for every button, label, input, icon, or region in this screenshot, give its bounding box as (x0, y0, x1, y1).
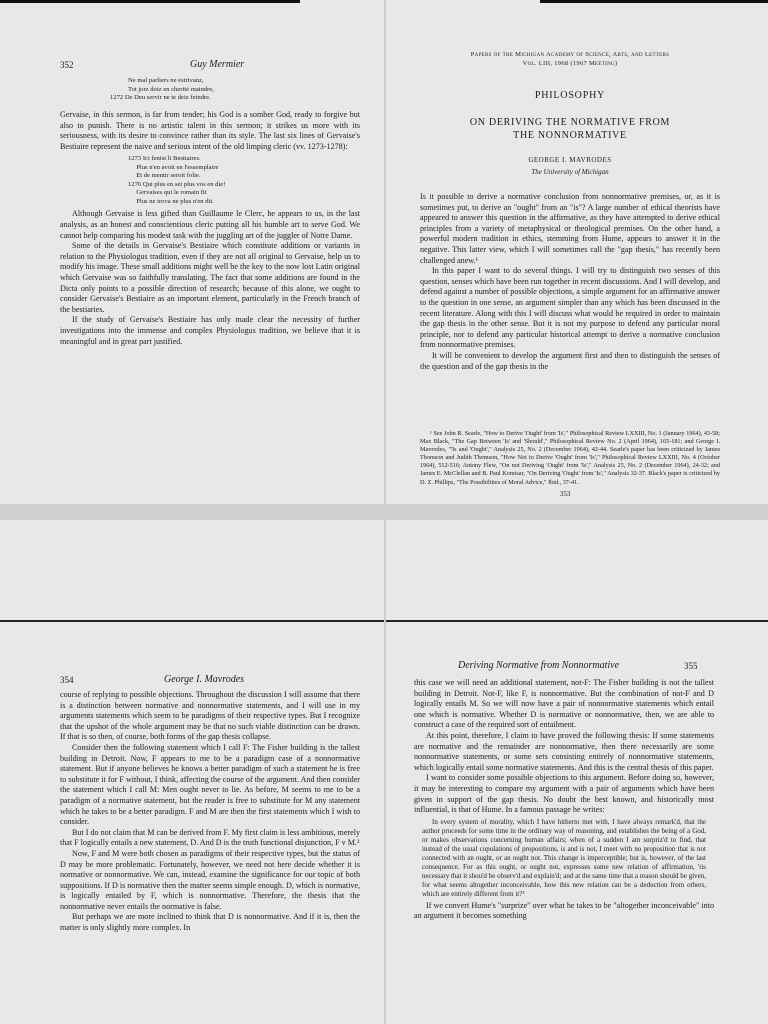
title-line: THE NONNORMATIVE (513, 130, 627, 141)
body-text (420, 192, 720, 372)
page-355 (414, 520, 714, 1024)
affiliation: The University of Michigan (531, 168, 609, 176)
paragraph: Now, F and M were both chosen as paradigms of their respective types, but the status of D may be more problematic. Fortunately, however, we need not here decide whether it is normative or nonnormative. We can, instead, examine the significance for our topic of both suppositions. If D is normative then the matter seems simple enough. D, which is normative, is logically entailed by F, which is nonnormative. Therefore, the thesis that the nonnormative never entails the normative is false. (60, 848, 360, 911)
body-text (60, 690, 360, 934)
verse-line: Plus n'en avoit en l'essemplaire (128, 163, 219, 171)
page-fold (384, 0, 386, 504)
footnote (420, 430, 720, 487)
body-text (60, 110, 360, 347)
body-text (414, 678, 714, 922)
page-number: 355 (684, 661, 698, 671)
title-line: ON DERIVING THE NORMATIVE FROM (469, 117, 671, 128)
journal-name: Papers of the Michigan Academy of Science, Arts, and Letters (470, 51, 670, 58)
paragraph: If we convert Hume's "surprize" over what he takes to be "altogether inconceivable" into an argument it becomes something (414, 900, 714, 921)
page-353 (420, 0, 720, 504)
verse-block (110, 77, 358, 103)
page-352 (60, 0, 360, 504)
paragraph: Gervaise, in this sermon, is far from tender; his God is a somber God, ready to forgive but also to punish. There is no artistic talent in this sermon; it strikes us more with its seriousness, with its desire to convince rather than its style. The last six lines of Gervaise's Bestiaire represent the naive and serious intent of the old limping cleric (vv. 1273-1278): (60, 110, 360, 151)
verse-block (128, 155, 360, 206)
paragraph: But I do not claim that M can be derived from F. My first claim is less ambitious, merely that F logically entails a new statement, D. And D is the truth functional disjunction, F v M.² (60, 827, 360, 848)
verse-line: Tot jorz doiz en cherité maindre, (128, 85, 214, 93)
author: GEORGE I. MAVRODES (528, 156, 612, 164)
verse-line: Et de mentir seroit folie. (128, 172, 201, 180)
paragraph: this case we will need an additional statement, not-F: The Fisher building is not the tallest building in Detroit. Not-F, like F, is nonnormative. But the combination of not-F and D logically entails M. So we will now have a pair of nonnormative statements which entail one which is normative. Whether D is normative or nonnormative, then, we are able to construct a case of the required sort of entailment. (414, 678, 714, 730)
page-354 (60, 520, 360, 1024)
paragraph: course of replying to possible objections. Throughout the discussion I will assume that there is a distinction between normative and nonnormative statements, and I will use in my arguments statements which seem to be paradigms of their respective types. But I recognize that the upshot of the whole argument may be that no such viable distinction can be drawn. If that is so then, of course, both forms of the gap thesis collapse. (60, 690, 360, 742)
verse-line: Plus ne trova ne plus n'en dit. (128, 197, 214, 205)
paragraph: Although Gervaise is less gifted than Guillaume le Clerc, he appears to us, in the last analysis, as an honest and conscientious cleric putting all his humble art to serve God. We cannot help comparing his modest task with the juggling art of the juggler of Notre Dame. (60, 209, 360, 240)
page-fold (384, 520, 386, 1024)
paragraph: Is it possible to derive a normative conclusion from nonnormative premises, or, as it is sometimes put, to derive an "ought" from an "is"? A large number of ethical theorists have appeared to answer this question in the affirmative, as they have attempted to derive ethical principles from a variety of metaphysical or theological premises. On the other hand, a powerful modern tradition in ethics, stemming from Hume, appears to answer it in the negative. This latter view, which I will sometimes call the "gap thesis," has recently been challenged anew.¹ (420, 192, 720, 265)
paragraph: In this paper I want to do several things. I will try to distinguish two senses of this question, senses which have been run together in recent discussions. And I will develop, and defend against a number of possible objections, a simple argument for an affirmative answer to the question in one sense, an argument simpler than any which has been discussed in the recent literature. Along with this I will discuss what would be required in order to maintain the gap thesis in the other sense. But it is not my purpose to defend any particular moral principle, nor to defend any particular historical attempt to derive a normative conclusion from nonnormative premises. (420, 266, 720, 350)
article-title (420, 116, 720, 142)
page-number: 354 (60, 675, 74, 685)
paragraph: If the study of Gervaise's Bestiaire has only made clear the necessity of further investigations into the immense and complex Physiologus tradition, we believe that it is meaningful and in great part justified. (60, 315, 360, 346)
block-quote: In every system of morality, which I have hitherto met with, I have always remark'd, that the author proceeds for some time in the ordinary way of reasoning, and establishes the being of a God, or makes observations concerning human affairs; when of a sudden I am surpriz'd to find, that instead of the usual copulations of propositions, is and is not, I meet with no proposition that is not connected with an ought, or an ought not. This change is imperceptible; but is, however, of the last consequence. For as this ought, or ought not, expresses some new relation of affirmation, 'tis necessary that it shou'd be observ'd and explain'd; and at the same time that a reason should be given, for what seems altogether inconceivable, how this new relation can be a deduction from others, which are entirely different from it?³ (422, 817, 706, 898)
bottom-spread (0, 520, 768, 1024)
paragraph: Some of the details in Gervaise's Bestiaire which constitute additions or variants in relation to the Physiologus tradition, even if they are not all original to Gervaise, help us to modify his image. These small additions might well be the key to the now lost Latin original which Gervaise was so faithfully translating. The fact that some additions are found in the Dicta only points to a possible direction of research; because of this alone, we ought to consider Gervaise's Bestiaire as an important element, particularly in the French branch of the bestiaries. (60, 241, 360, 314)
footnote-text: ¹ See John R. Searle, "How to Derive 'Ought' from 'Is'," Philosophical Review LXXIII, No. 1 (January 1964), 43-58; Max Black, "The Gap Between 'Is' and 'Should'," Philosophical Review No. 2 (April 1964), 165-181; and George I. Mavrodes, "'Is and 'Ought'," Analysis 25, No. 2 (December 1964), 42-44. Searle's paper has been criticized by James Thomson and Judith Thomson, "How Not to Derive 'Ought' from 'Is'," Philosophical Review LXXIII, No. 4 (October 1964), 512-516; Antony Flew, "On not Deriving 'Ought' from 'Is'," Analysis 25, No. 2 (December 1964), 24-32; and James E. McClellan and B. Paul Komisar, "On Deriving 'Ought' from 'Is'," Analysis 32-37. Black's paper is criticized by D. Z. Phillips, "The Possibilities of Moral Advice," Ibid., 37-41. (420, 430, 720, 486)
running-head: Guy Mermier (190, 59, 245, 70)
verse-line: 1272 De Deu servir ne te deiz feindre. (110, 94, 211, 101)
page-number: 352 (60, 60, 74, 70)
scan-gap (0, 504, 768, 520)
verse-line: Gervaises qui le romain fit (128, 189, 207, 197)
running-head: Deriving Normative from Nonnormative (458, 660, 620, 671)
paragraph: But perhaps we are more inclined to think that D is nonnormative. And if it is, then the matter is only slightly more complex. In (60, 912, 360, 933)
paragraph: I want to consider some possible objections to this argument. Before doing so, however, it may be interesting to compare my argument with a pair of arguments which have been given in support of the gap thesis. No doubt the best known, and historically most influential, is that of Hume. In a famous passage he writes: (414, 773, 714, 815)
paragraph: It will be convenient to develop the argument first and then to distinguish the senses of the question and of the gap thesis in the (420, 350, 720, 371)
verse-line: Ne mal parliers ne estrivanz, (128, 77, 204, 84)
running-head: George I. Mavrodes (164, 674, 245, 685)
verse-line: 1276 Qui plus en set plus vos en die! (128, 180, 226, 188)
paragraph: Consider then the following statement which I call F: The Fisher building is the tallest building in Detroit. Now, F appears to me to be a paradigm case of a nonnormative statement. But if anyone believes he knows a better paradigm of such a statement he is free to substitute it for F without, I think, affecting the course of the argument. And then consider the statement which I call M: Men ought never to lie. As before, M seems to me to be a paradigm of a normative statement, but the reader is free to substitute for M any statement which he takes to be a better paradigm. F and M are then the first statements which I wish to consider. (60, 742, 360, 827)
paragraph: At this point, therefore, I claim to have proved the following thesis: If some statements are normative and the remainder are nonnormative, then there necessarily are some nonnormative statements, or some sets consisting entirely of nonnormative statements, which logically entail some normative statements. And this is the central thesis of this paper. (414, 730, 714, 772)
verse-line: 1273 Ici fenist li Bestiaires. (128, 155, 201, 163)
journal-header (420, 50, 720, 68)
section-heading: PHILOSOPHY (534, 90, 606, 101)
page-number: 353 (560, 490, 571, 498)
journal-volume: Vol. LIII, 1968 (1967 Meeting) (522, 60, 618, 67)
top-spread (0, 0, 768, 504)
